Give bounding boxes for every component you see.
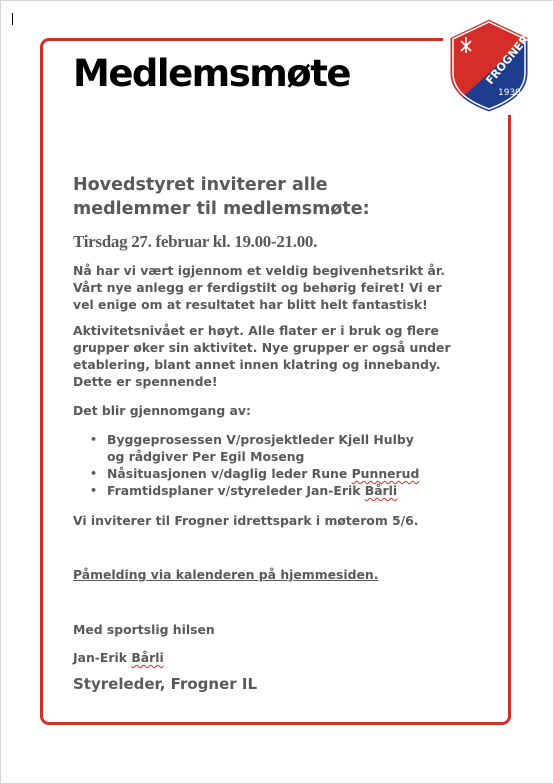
bullet: • bbox=[90, 433, 98, 446]
signup-link[interactable]: Påmelding via kalenderen på hjemmesiden. bbox=[73, 567, 379, 582]
subtitle: Hovedstyret inviterer alle medlemmer til medlemsmøte: bbox=[73, 175, 370, 219]
paragraph-intro: Nå har vi vært igjennom et veldig begivenhetsrikt år. Vårt nye anlegg er ferdigstilt og behørig feiret! Vi er vel enige om at resultatet har blitt helt fantastisk! bbox=[73, 263, 445, 312]
agenda-item-text: Byggeprosessen V/prosjektleder Kjell Hulby og rådgiver Per Egil Moseng bbox=[107, 432, 414, 464]
paragraph-activity: Aktivitetsnivået er høyt. Alle flater er i bruk og flere grupper øker sin aktivitet. Nye grupper er også under etablering, blant annet innen klatring og innebandy. Dette er spennende! bbox=[73, 323, 451, 389]
spellcheck-flagged-word: Punnerud bbox=[351, 466, 420, 481]
agenda-item-text: Nåsituasjonen v/daglig leder Rune bbox=[107, 466, 352, 481]
signer-first-name: Jan-Erik bbox=[73, 650, 132, 665]
spellcheck-flagged-word: Bårli bbox=[131, 650, 164, 665]
text-cursor bbox=[12, 13, 13, 25]
page-title: Medlemsmøte bbox=[73, 52, 351, 95]
list-item bbox=[73, 465, 433, 482]
bullet: • bbox=[90, 484, 98, 497]
greeting: Med sportslig hilsen bbox=[73, 622, 215, 637]
logo-name: FROGNER IL bbox=[483, 21, 542, 87]
invite-location: Vi inviterer til Frogner idrettspark i møterom 5/6. bbox=[73, 513, 419, 528]
signer-role: Styreleder, Frogner IL bbox=[73, 675, 257, 693]
agenda-list bbox=[73, 431, 433, 499]
club-logo bbox=[443, 15, 542, 115]
bullet: • bbox=[90, 467, 98, 480]
list-item bbox=[73, 482, 433, 499]
signer-name bbox=[73, 650, 164, 665]
spellcheck-flagged-word: Bårli bbox=[364, 483, 398, 498]
agenda-intro: Det blir gjennomgang av: bbox=[73, 403, 251, 418]
list-item bbox=[73, 431, 433, 465]
agenda-item-text: Framtidsplaner v/styreleder Jan-Erik bbox=[107, 483, 365, 498]
meeting-date: Tirsdag 27. februar kl. 19.00-21.00. bbox=[73, 232, 318, 251]
logo-year: 1930 bbox=[498, 88, 521, 98]
frogner-crest-icon bbox=[443, 15, 542, 115]
